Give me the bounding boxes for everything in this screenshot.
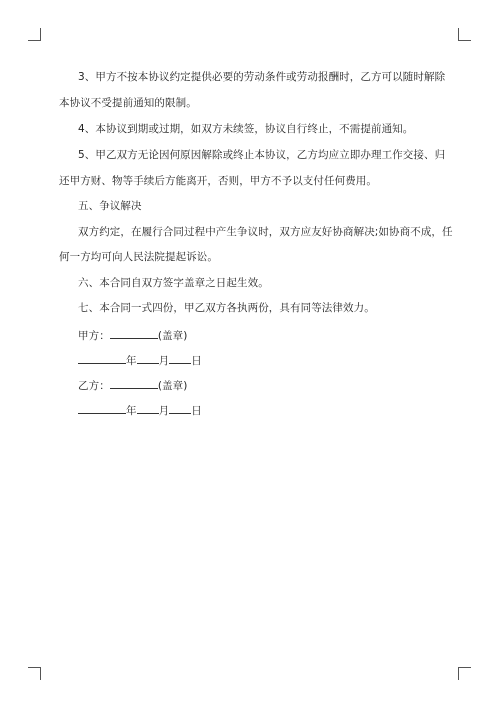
crop-mark-bottom-right: [458, 667, 471, 680]
clause-5-line-2: 还甲方财、物等手续后方能离开，否则，甲方不予以支付任何费用。: [59, 175, 377, 187]
party-b-signature-blank[interactable]: [110, 377, 158, 389]
party-a-day-blank[interactable]: [169, 352, 191, 364]
party-a-signature-blank[interactable]: [110, 327, 158, 339]
crop-mark-bottom-left: [28, 667, 41, 680]
party-b-month-blank[interactable]: [137, 402, 159, 414]
clause-5-line-1: 5、甲乙双方无论因何原因解除或终止本协议，乙方均应立即办理工作交接、归: [78, 149, 446, 161]
crop-mark-top-right: [458, 28, 471, 41]
month-label: 月: [158, 405, 170, 417]
section-7: 七、本合同一式四份，甲乙双方各执两份，具有同等法律效力。: [78, 302, 375, 314]
party-b-year-blank[interactable]: [78, 402, 126, 414]
party-a-month-blank[interactable]: [137, 352, 159, 364]
clause-4: 4、本协议到期或过期，如双方未续签，协议自行终止，不需提前通知。: [78, 123, 414, 135]
month-label: 月: [158, 355, 170, 367]
section-5-heading: 五、争议解决: [78, 200, 142, 212]
section-5-body-line-2: 何一方均可向人民法院提起诉讼。: [59, 251, 218, 263]
party-b-day-blank[interactable]: [169, 402, 191, 414]
party-a-label: 甲方：: [78, 330, 110, 342]
clause-3-line-1: 3、甲方不按本协议约定提供必要的劳动条件或劳动报酬时，乙方可以随时解除: [78, 71, 446, 83]
year-label: 年: [126, 355, 137, 367]
party-b-seal-label: (盖章): [157, 380, 188, 392]
party-a-date-line: [78, 352, 202, 368]
section-5-body-line-1: 双方约定，在履行合同过程中产生争议时，双方应友好协商解决;如协商不成，任: [78, 226, 453, 238]
party-a-year-blank[interactable]: [78, 352, 126, 364]
party-b-date-line: [78, 402, 202, 418]
crop-mark-top-left: [28, 28, 41, 41]
year-label: 年: [126, 405, 137, 417]
party-a-seal-label: (盖章): [157, 330, 188, 342]
section-6: 六、本合同自双方签字盖章之日起生效。: [78, 277, 269, 289]
party-b-label: 乙方：: [78, 380, 110, 392]
party-b-signature-line: [78, 377, 187, 393]
clause-3-line-2: 本协议不受提前通知的限制。: [59, 97, 197, 109]
day-label: 日: [191, 355, 202, 367]
party-a-signature-line: [78, 327, 187, 343]
day-label: 日: [191, 405, 202, 417]
